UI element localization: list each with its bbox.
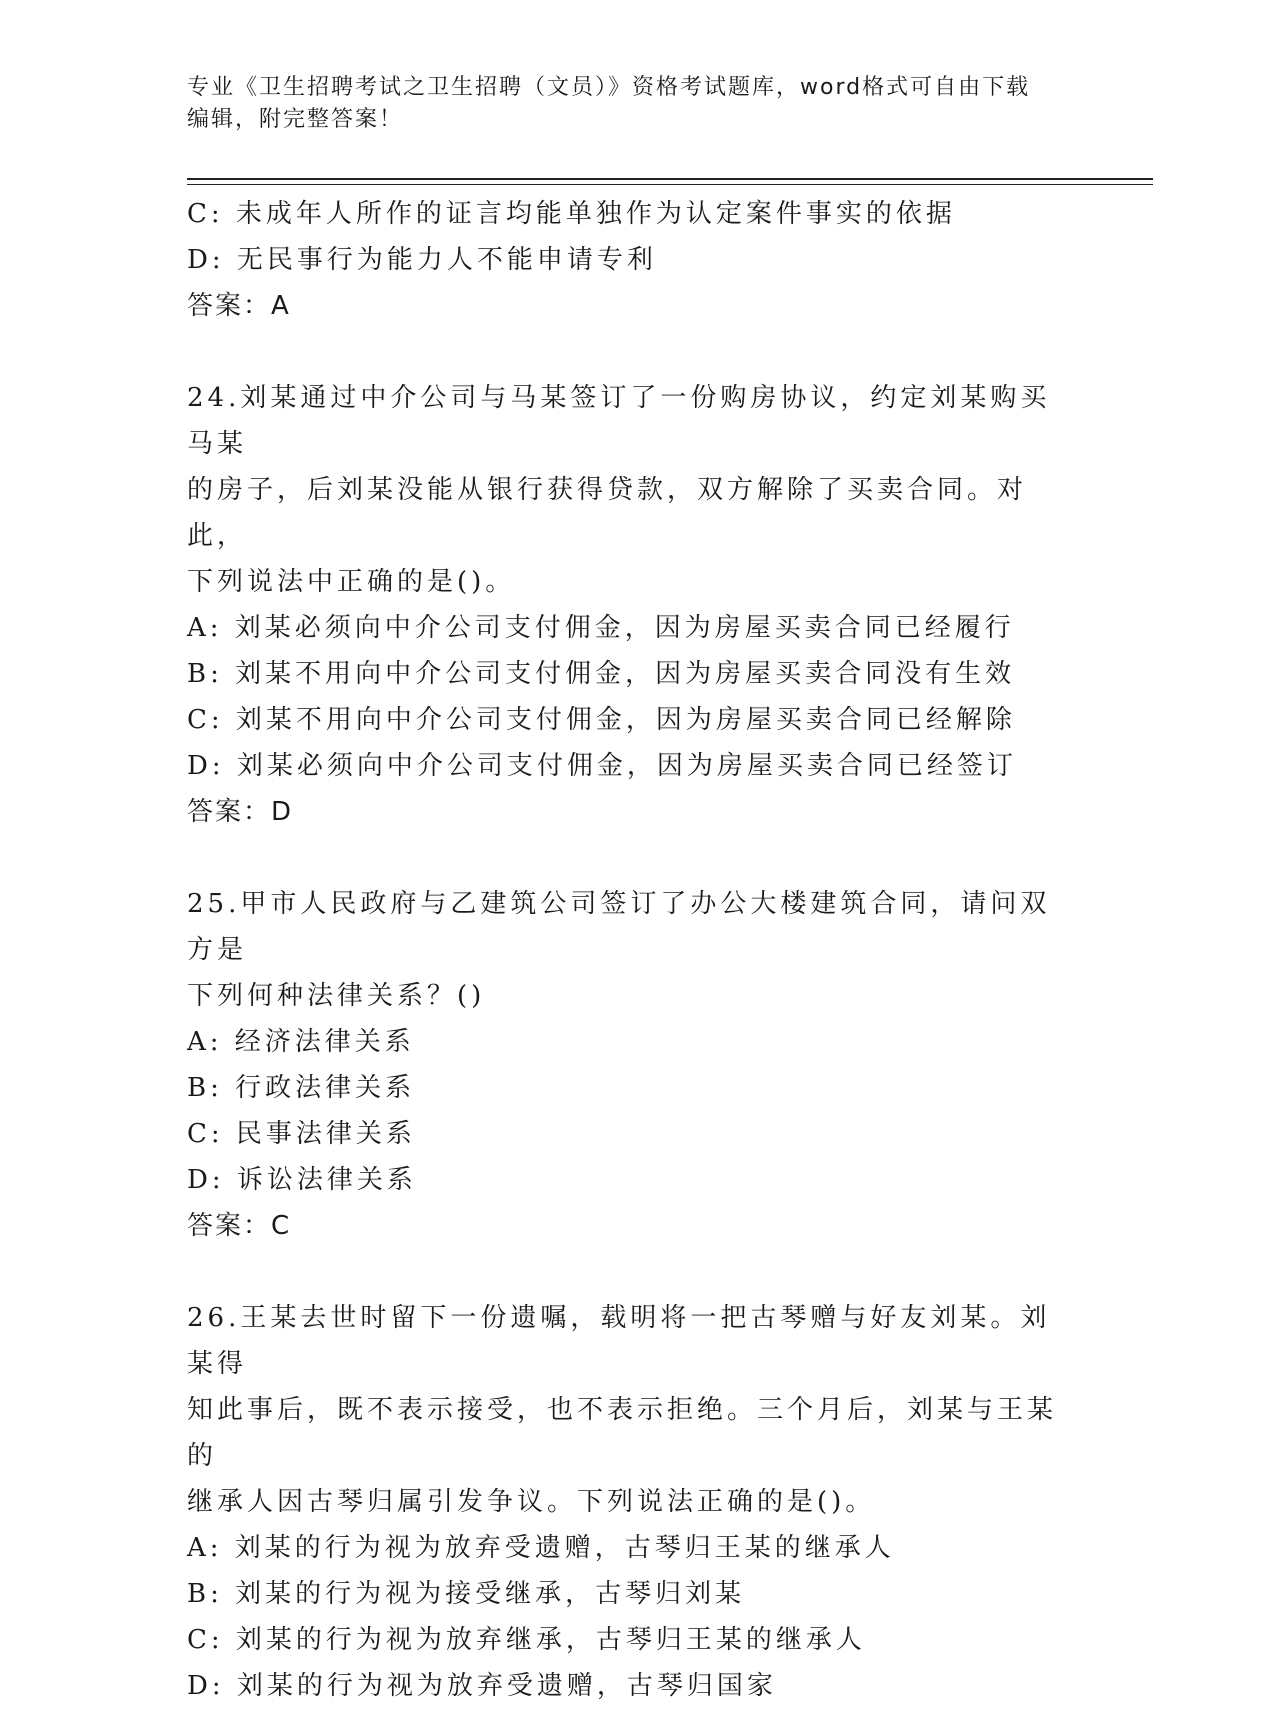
spacer: [187, 1249, 1087, 1295]
header-line-1: 专业《卫生招聘考试之卫生招聘（文员）》资格考试题库，word格式可自由下载: [187, 75, 1031, 100]
question-text: 26.王某去世时留下一份遗嘱，载明将一把古琴赠与好友刘某。刘某得 知此事后，既不表示接受，也不表示拒绝。三个月后，刘某与王某的 继承人因古琴归属引发争议。下列说法正确的是()。: [187, 1303, 1058, 1517]
option-a: A: 经济法律关系: [187, 1027, 415, 1057]
answer-line: 答案：D: [187, 797, 294, 827]
answer-line: 答案：A: [187, 291, 291, 321]
option-d: D: 诉讼法律关系: [187, 1165, 417, 1195]
question-text: 25.甲市人民政府与乙建筑公司签订了办公大楼建筑合同，请问双方是 下列何种法律关系？(): [187, 889, 1051, 1011]
option-d: D: 刘某的行为视为放弃受遗赠，古琴归国家: [187, 1671, 777, 1701]
question-24: [187, 375, 1087, 835]
option-d: D: 无民事行为能力人不能申请专利: [187, 245, 657, 275]
prev-question-block: [187, 191, 1087, 329]
document-header: [187, 72, 1087, 136]
spacer: [187, 835, 1087, 881]
option-c: C: 民事法律关系: [187, 1119, 416, 1149]
option-c: C: 未成年人所作的证言均能单独作为认定案件事实的依据: [187, 199, 956, 229]
option-d: D: 刘某必须向中介公司支付佣金，因为房屋买卖合同已经签订: [187, 751, 1017, 781]
answer-line: 答案：C: [187, 1211, 292, 1241]
question-26: [187, 1295, 1087, 1709]
option-a: A: 刘某的行为视为放弃受遗赠，古琴归王某的继承人: [187, 1533, 895, 1563]
option-b: B: 行政法律关系: [187, 1073, 416, 1103]
header-divider-thick: [187, 178, 1153, 180]
question-text: 24.刘某通过中介公司与马某签订了一份购房协议，约定刘某购买马某 的房子，后刘某没能从银行获得贷款，双方解除了买卖合同。对此， 下列说法中正确的是()。: [187, 383, 1051, 597]
header-line-2: 编辑，附完整答案！: [187, 107, 404, 132]
option-c: C: 刘某的行为视为放弃继承，古琴归王某的继承人: [187, 1625, 866, 1655]
option-b: B: 刘某的行为视为接受继承，古琴归刘某: [187, 1579, 746, 1609]
option-a: A: 刘某必须向中介公司支付佣金，因为房屋买卖合同已经履行: [187, 613, 1015, 643]
option-b: B: 刘某不用向中介公司支付佣金，因为房屋买卖合同没有生效: [187, 659, 1016, 689]
question-list: [187, 191, 1087, 1709]
spacer: [187, 329, 1087, 375]
header-divider-thin: [187, 184, 1153, 185]
question-25: [187, 881, 1087, 1249]
option-c: C: 刘某不用向中介公司支付佣金，因为房屋买卖合同已经解除: [187, 705, 1016, 735]
